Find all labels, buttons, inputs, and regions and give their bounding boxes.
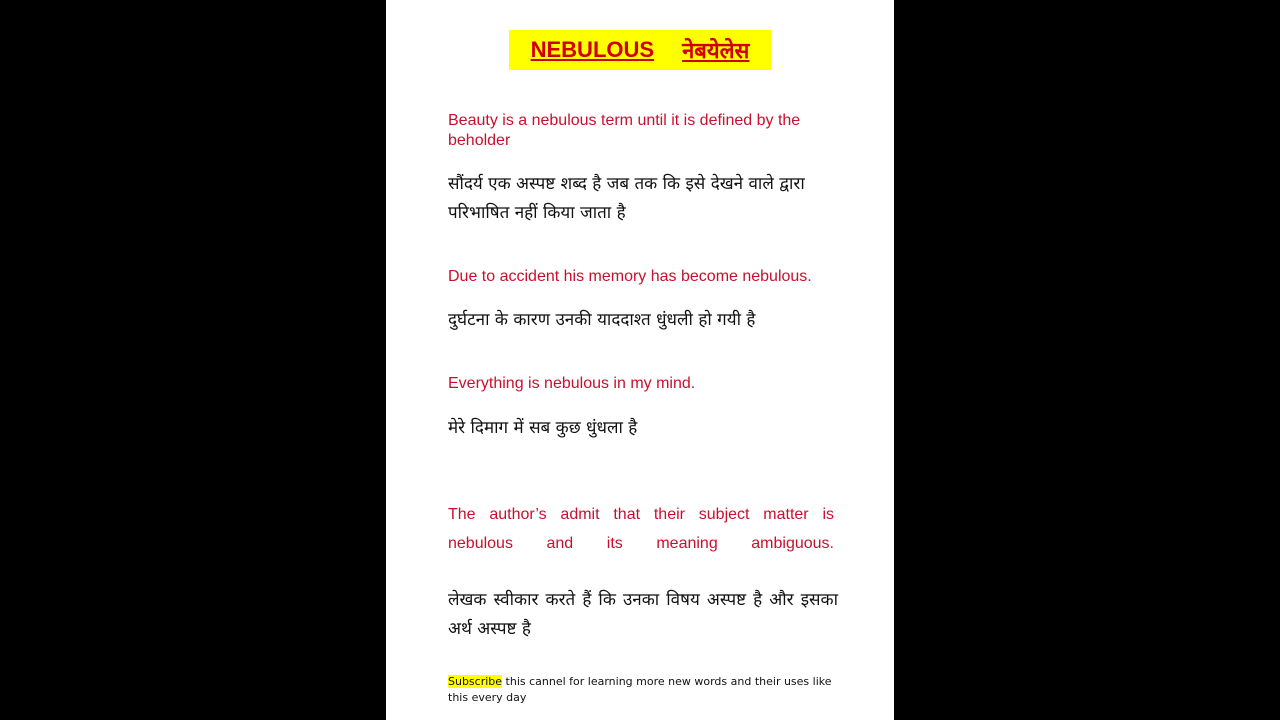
title-word: NEBULOUS <box>530 37 655 62</box>
example-2-hindi: दुर्घटना के कारण उनकी याददाश्त धुंधली हो गयी है <box>448 310 756 330</box>
example-2-english: Due to accident his memory has become nebulous. <box>448 268 812 285</box>
example-3-english: Everything is nebulous in my mind. <box>448 375 696 392</box>
subscribe-highlight: Subscribe <box>448 675 503 688</box>
subscribe-footer <box>448 674 838 706</box>
example-4-hindi: लेखक स्वीकार करते हैं कि उनका विषय अस्पष्ट है और इसका अर्थ अस्पष्ट है <box>448 590 838 639</box>
example-3-hindi: मेरे दिमाग में सब कुछ धुंधला है <box>448 418 638 438</box>
title-pronunciation: नेबयेलेस <box>682 38 750 63</box>
document-page <box>386 0 894 720</box>
example-1-hindi: सौंदर्य एक अस्पष्ट शब्द है जब तक कि इसे देखने वाले द्वारा परिभाषित नहीं किया जाता है <box>448 174 805 223</box>
example-1-english: Beauty is a nebulous term until it is defined by the beholder <box>448 112 801 149</box>
title-banner <box>509 30 771 70</box>
footer-text: this cannel for learning more new words and their uses like this every day <box>448 675 832 704</box>
example-4-english: The author’s admit that their subject matter is nebulous and its meaning ambiguous. <box>448 506 834 552</box>
